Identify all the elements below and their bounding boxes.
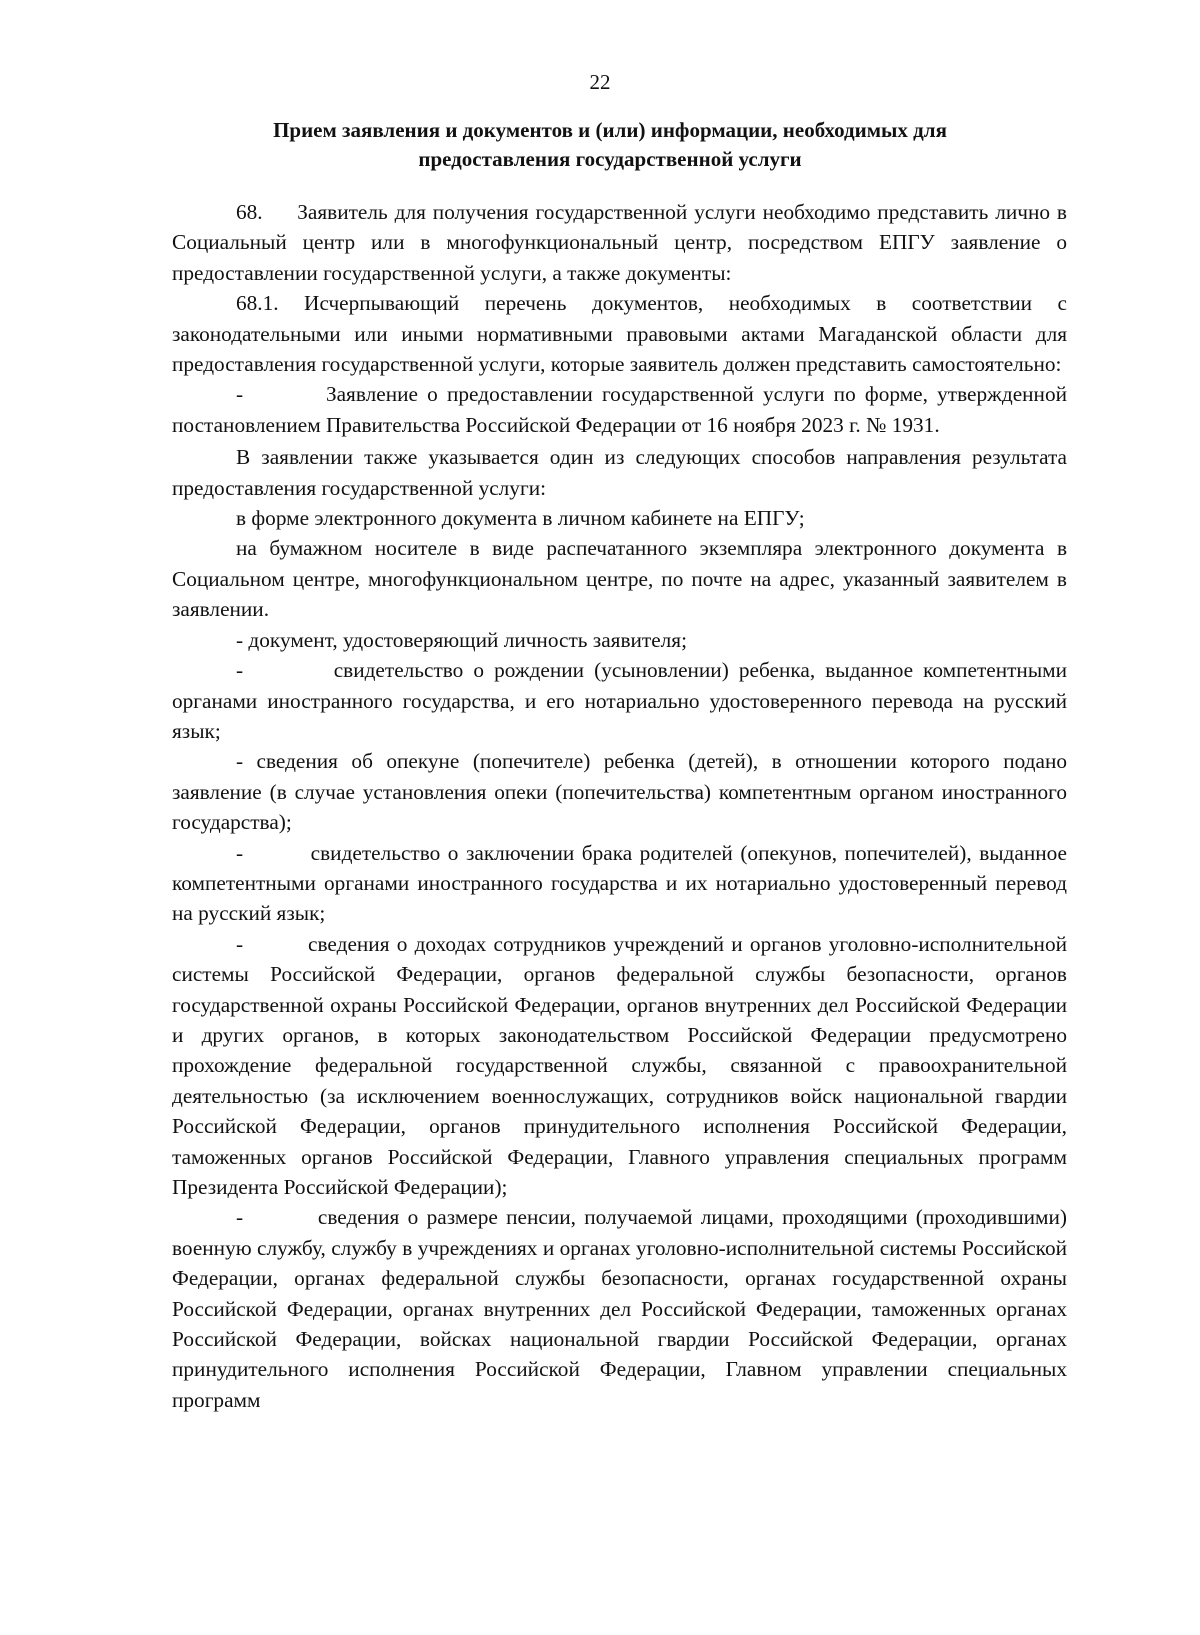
list-item-guardian-info: - сведения об опекуне (попечителе) ребенка (детей), в отношении которого подано заявление (в случае установления опеки (попечительства) компетентным органом иностранного государства); [172,749,1067,835]
section-heading [200,116,1020,174]
list-item-identity-document: - документ, удостоверяющий личность заявителя; [236,627,688,652]
paragraph-result-methods: В заявлении также указывается один из следующих способов направления результата предоставления государственной услуги: [172,445,1067,500]
list-item-pension-info: - сведения о размере пенсии, получаемой лицами, проходящими (проходившими) военную службу, службу в учреждениях и органах уголовно-исполнительной системы Российской Федерации, органах федеральной службы безопасности, органах государственной охраны Российской Федерации, органах внутренних дел Российской Федерации, таможенных органах Российской Федерации, войсках национальной гвардии Российской Федерации, органах принудительного исполнения Российской Федерации, Главном управлении специальных программ [172,1205,1067,1412]
list-item-application-form: - Заявление о предоставлении государственной услуги по форме, утвержденной постановлением Правительства Российской Федерации от 16 ноября 2023 г. № 1931. [172,382,1067,437]
section-heading-line-1: Прием заявления и документов и (или) информации, необходимых для [273,118,947,142]
paragraph-68-1: 68.1. Исчерпывающий перечень документов, необходимых в соответствии с законодательными или иными нормативными правовыми актами Магаданской области для предоставления государственной услуги, которые заявитель должен представить самостоятельно: [172,291,1067,377]
list-item-marriage-certificate: - свидетельство о заключении брака родителей (опекунов, попечителей), выданное компетентными органами иностранного государства и их нотариально удостоверенный перевод на русский язык; [172,840,1067,926]
section-heading-line-2: предоставления государственной услуги [418,147,802,171]
body-text [172,197,1067,1415]
paragraph-68: 68. Заявитель для получения государственной услуги необходимо представить лично в Социальный центр или в многофункциональный центр, посредством ЕПГУ заявление о предоставлении государственной услуги, а также документы: [172,200,1067,285]
paragraph-electronic-form: в форме электронного документа в личном кабинете на ЕПГУ; [236,506,805,531]
list-item-birth-certificate: - свидетельство о рождении (усыновлении) ребенка, выданное компетентными органами иностранного государства, и его нотариально удостоверенного перевода на русский язык; [172,658,1067,743]
list-item-income-info: - сведения о доходах сотрудников учреждений и органов уголовно-исполнительной системы Российской Федерации, органов федеральной службы безопасности, органов государственной охраны Российской Федерации, органов внутренних дел Российской Федерации и других органов, в которых законодательством Российской Федерации предусмотрено прохождение федеральной государственной службы, связанной с правоохранительной деятельностью (за исключением военнослужащих, сотрудников войск национальной гвардии Российской Федерации, органов принудительного исполнения Российской Федерации, таможенных органов Российской Федерации, Главного управления специальных программ Президента Российской Федерации); [172,931,1067,1199]
page-number: 22 [589,70,611,94]
paragraph-paper-form: на бумажном носителе в виде распечатанного экземпляра электронного документа в Социальном центре, многофункциональном центре, по почте на адрес, указанный заявителем в заявлении. [172,536,1067,622]
